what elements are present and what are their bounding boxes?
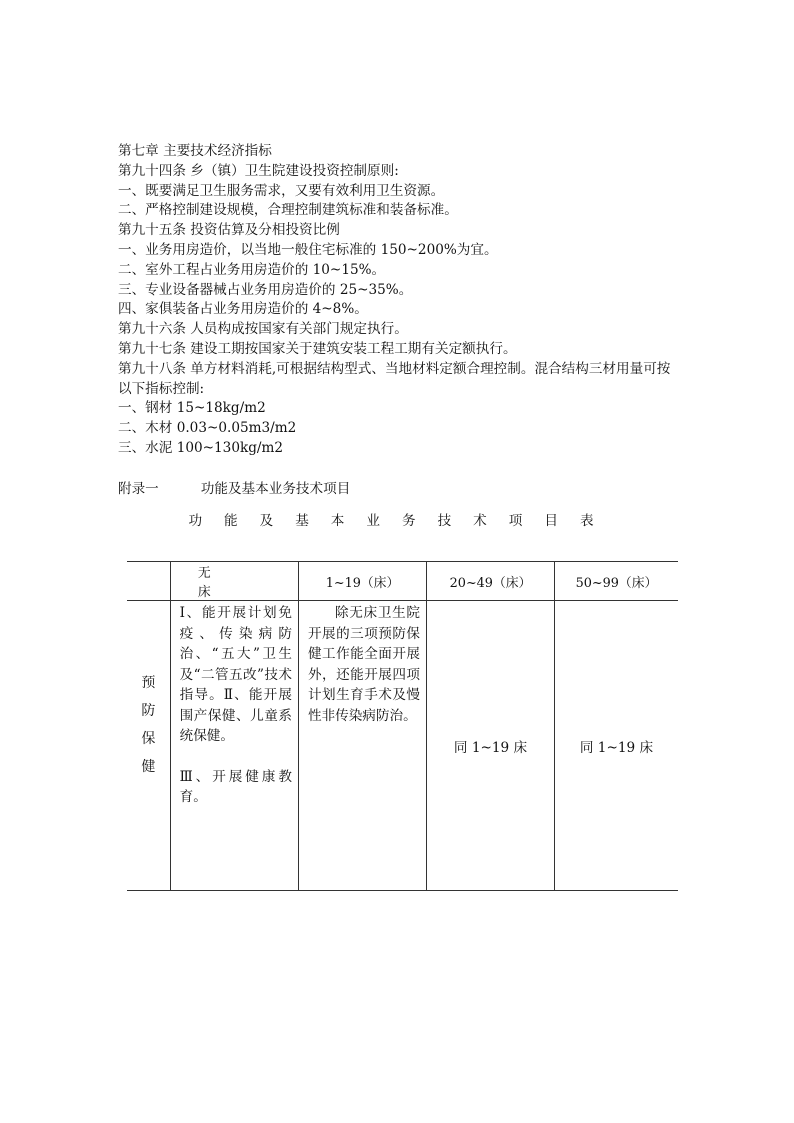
header-cell-empty	[127, 562, 170, 601]
cell-1-19	[298, 601, 426, 891]
table-header-row	[127, 562, 678, 601]
article-94-item-2: 二、严格控制建设规模，合理控制建筑标准和装备标准。	[118, 202, 458, 219]
appendix-heading	[118, 479, 682, 499]
article-95-item-3: 三、专业设备器械占业务用房造价的 25~35%。	[118, 281, 413, 298]
cell-no-bed-para-2: Ⅲ、开展健康教育。	[179, 768, 292, 805]
material-wood: 二、木材 0.03~0.05m3/m2	[118, 420, 297, 437]
document-body	[118, 142, 682, 531]
row-label-char: 保	[141, 731, 156, 747]
function-table	[127, 561, 678, 891]
header-cell-20-49: 20~49（床）	[427, 562, 555, 601]
cell-50-99: 同 1~19 床	[554, 601, 678, 891]
article-95-item-4: 四、家俱装备占业务用房造价的 4~8%。	[118, 301, 368, 318]
article-94: 第九十四条 乡（镇）卫生院建设投资控制原则:	[118, 162, 399, 179]
cell-1-19-text: 除无床卫生院开展的三项预防保健工作能全面开展外，还能开展四项计划生育手术及慢性非传染病防治。	[307, 605, 421, 724]
article-95: 第九十五条 投资估算及分相投资比例	[118, 222, 340, 239]
appendix-label: 附录一	[118, 480, 159, 497]
row-label-char: 健	[141, 759, 156, 775]
material-steel: 一、钢材 15~18kg/m2	[118, 400, 266, 417]
cell-no-bed	[170, 601, 298, 891]
article-95-item-2: 二、室外工程占业务用房造价的 10~15%。	[118, 261, 386, 278]
header-cell-50-99: 50~99（床）	[554, 562, 678, 601]
header-cell-no-bed: 无 床	[170, 562, 298, 601]
article-97: 第九十七条 建设工期按国家关于建筑安装工程工期有关定额执行。	[118, 340, 517, 357]
table-row-prevention	[127, 601, 678, 891]
table-title: 功能及基本业务技术项目表	[188, 512, 616, 529]
article-98: 第九十八条 单方材料消耗,可根据结构型式、当地材料定额合理控制。混合结构三材用量可按以下指标控制:	[118, 360, 671, 397]
material-cement: 三、水泥 100~130kg/m2	[118, 439, 284, 456]
header-cell-1-19: 1~19（床）	[298, 562, 426, 601]
cell-20-49: 同 1~19 床	[427, 601, 555, 891]
row-label-char: 防	[141, 703, 156, 719]
row-label-char: 预	[141, 675, 156, 691]
article-95-item-1: 一、业务用房造价，以当地一般住宅标准的 150~200%为宜。	[118, 241, 498, 258]
article-94-item-1: 一、既要满足卫生服务需求，又要有效利用卫生资源。	[118, 182, 445, 199]
appendix-title: 功能及基本业务技术项目	[200, 480, 351, 497]
row-label-prevention	[127, 601, 170, 891]
cell-no-bed-para-1: Ⅰ、能开展计划免疫、传染病防治、“五大”卫生及“二管五改”技术指导。Ⅱ、能开展围产保健、儿童系统保健。	[179, 605, 292, 744]
chapter-heading: 第七章 主要技术经济指标	[118, 143, 272, 159]
article-96: 第九十六条 人员构成按国家有关部门规定执行。	[118, 321, 408, 338]
